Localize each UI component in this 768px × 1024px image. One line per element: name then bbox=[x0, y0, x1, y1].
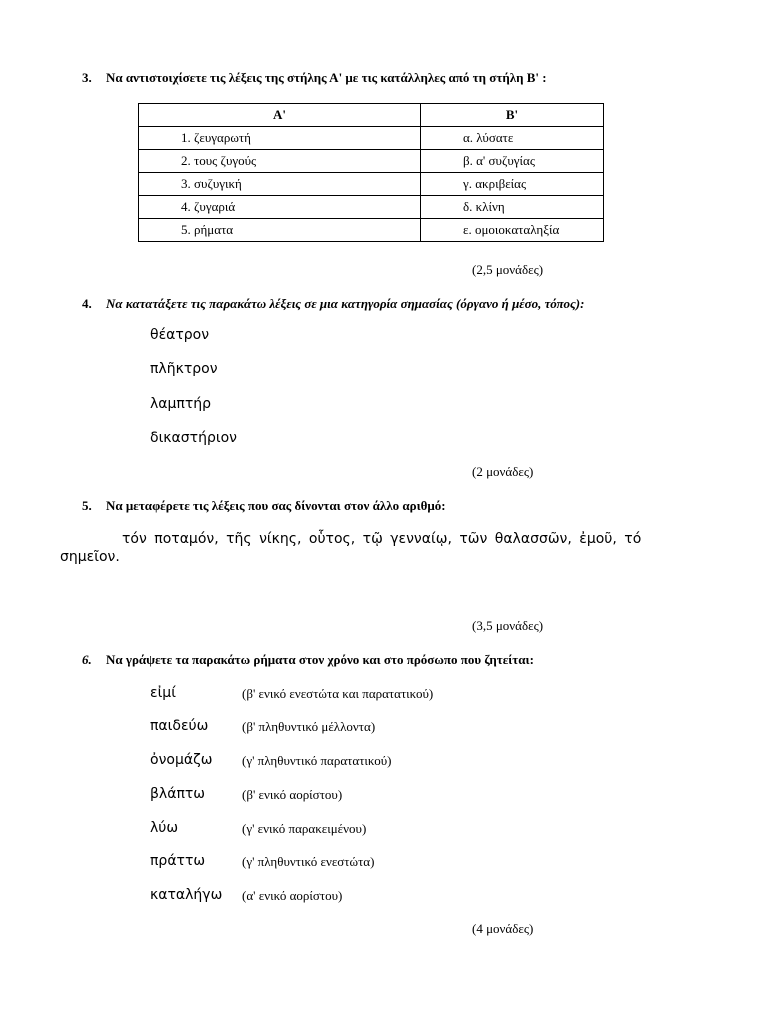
question-number: 4. bbox=[82, 296, 92, 311]
question-number: 5. bbox=[82, 498, 92, 513]
verb-item: βλάπτω bbox=[150, 786, 206, 802]
word-item: θέατρον bbox=[150, 327, 210, 343]
verb-item: εἰμί bbox=[150, 685, 176, 701]
sentence-line-1: τόν ποταμόν, τῆς νίκης, οὗτος, τῷ γενναίῳ, τῶν θαλασσῶν, ἐμοῦ, τό bbox=[122, 531, 642, 547]
question-5-heading bbox=[82, 498, 446, 514]
table-row bbox=[139, 196, 604, 219]
sentence-line-2: σημεῖον. bbox=[60, 549, 120, 565]
verb-item: λύω bbox=[150, 820, 179, 836]
column-a-header: Α' bbox=[139, 104, 421, 127]
table-cell-a: 2. τους ζυγούς bbox=[139, 150, 421, 173]
verb-instruction: (γ' πληθυντικό ενεστώτα) bbox=[242, 854, 375, 869]
table-row bbox=[139, 173, 604, 196]
table-cell-b: γ. ακριβείας bbox=[421, 173, 604, 196]
verb-instruction: (γ' ενικό παρακειμένου) bbox=[242, 821, 367, 836]
verb-instruction: (β' πληθυντικό μέλλοντα) bbox=[242, 719, 376, 734]
question-text: Να μεταφέρετε τις λέξεις που σας δίνονται στον άλλο αριθμό: bbox=[106, 498, 446, 513]
verb-instruction: (β' ενικό αορίστου) bbox=[242, 787, 343, 802]
question-text: Να γράψετε τα παρακάτω ρήματα στον χρόνο και στο πρόσωπο που ζητείται: bbox=[106, 652, 534, 667]
question-text: Να κατατάξετε τις παρακάτω λέξεις σε μια κατηγορία σημασίας (όργανο ή μέσο, τόπος): bbox=[106, 296, 585, 311]
verb-item: παιδεύω bbox=[150, 718, 209, 734]
verb-item: καταλήγω bbox=[150, 887, 223, 903]
table-cell-a: 1. ζευγαρωτή bbox=[139, 127, 421, 150]
question-4-marks: (2 μονάδες) bbox=[472, 464, 534, 479]
column-b-header: Β' bbox=[421, 104, 604, 127]
question-text: Να αντιστοιχίσετε τις λέξεις της στήλης Α' με τις κατάλληλες από τη στήλη Β' : bbox=[106, 70, 547, 85]
table-header-row bbox=[139, 104, 604, 127]
table-cell-a: 3. συζυγική bbox=[139, 173, 421, 196]
matching-table bbox=[138, 103, 604, 242]
table-cell-b: ε. ομοιοκαταληξία bbox=[421, 219, 604, 242]
verb-instruction: (β' ενικό ενεστώτα και παρατατικού) bbox=[242, 686, 434, 701]
table-cell-b: β. α' συζυγίας bbox=[421, 150, 604, 173]
table-row bbox=[139, 219, 604, 242]
table-cell-b: α. λύσατε bbox=[421, 127, 604, 150]
question-4-heading bbox=[82, 296, 584, 312]
question-3-marks: (2,5 μονάδες) bbox=[472, 262, 544, 277]
question-3-heading bbox=[82, 70, 547, 86]
verb-instruction: (γ' πληθυντικό παρατατικού) bbox=[242, 753, 392, 768]
table-cell-b: δ. κλίνη bbox=[421, 196, 604, 219]
question-number: 6. bbox=[82, 652, 92, 667]
question-number: 3. bbox=[82, 70, 92, 85]
question-6-heading bbox=[82, 652, 534, 668]
word-item: δικαστήριον bbox=[150, 430, 237, 446]
word-item: πλῆκτρον bbox=[150, 361, 218, 377]
question-6-marks: (4 μονάδες) bbox=[472, 921, 534, 936]
verb-item: πράττω bbox=[150, 853, 206, 869]
question-5-marks: (3,5 μονάδες) bbox=[472, 618, 544, 633]
table-row bbox=[139, 127, 604, 150]
table-cell-a: 5. ρήματα bbox=[139, 219, 421, 242]
verb-instruction: (α' ενικό αορίστου) bbox=[242, 888, 343, 903]
table-cell-a: 4. ζυγαριά bbox=[139, 196, 421, 219]
verb-item: ὀνομάζω bbox=[150, 752, 213, 768]
word-item: λαμπτήρ bbox=[150, 396, 212, 412]
table-row bbox=[139, 150, 604, 173]
